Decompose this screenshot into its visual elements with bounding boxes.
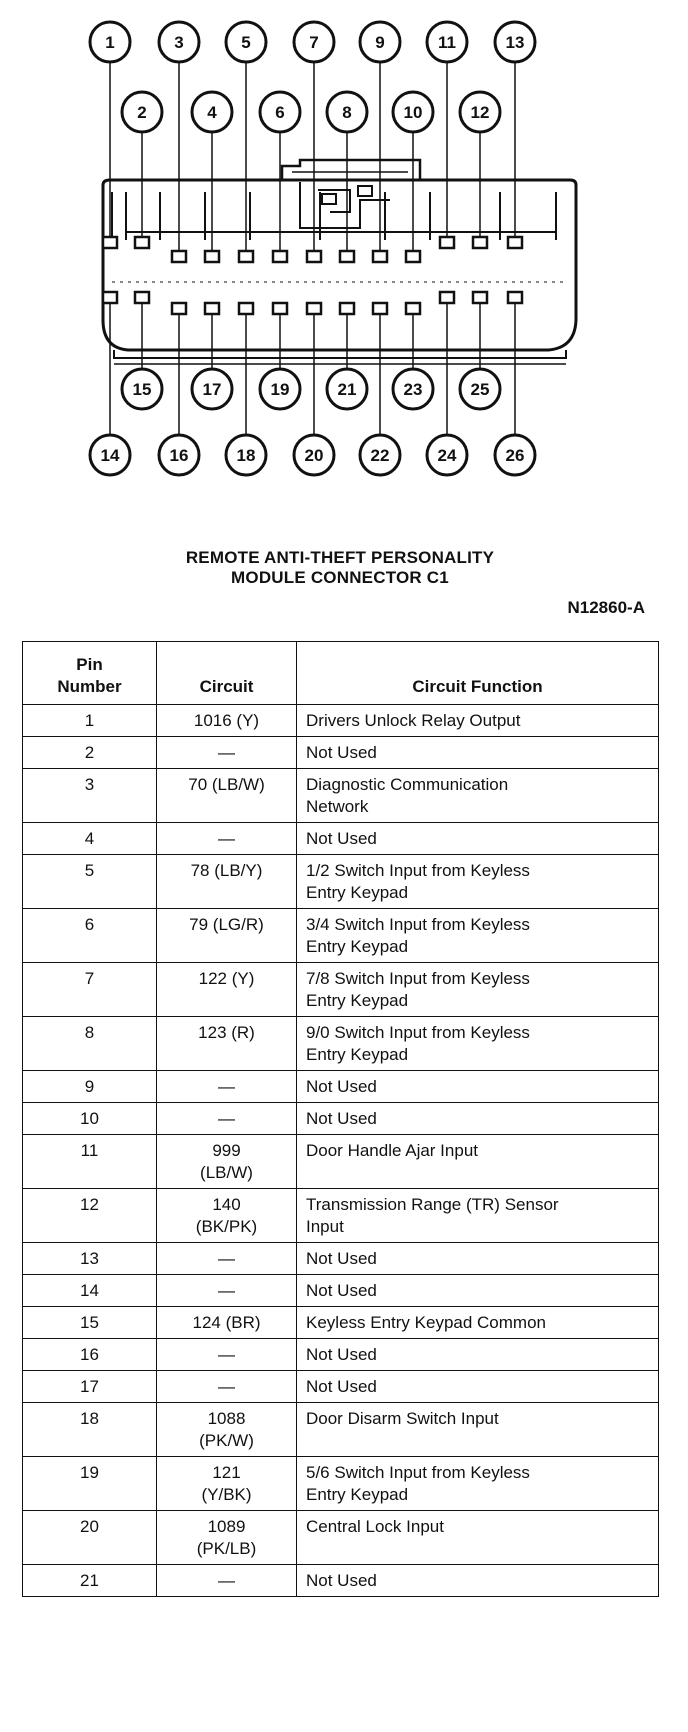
table-row xyxy=(23,705,659,737)
pin-number-cell: 18 xyxy=(23,1403,157,1457)
callout-number: 1 xyxy=(105,33,115,52)
terminal-slot-23 xyxy=(406,303,420,314)
pin-callout-1 xyxy=(90,22,130,62)
circuit-function-cell: Transmission Range (TR) Sensor Input xyxy=(297,1189,659,1243)
pin-callouts xyxy=(90,22,535,475)
pin-number-cell: 7 xyxy=(23,963,157,1017)
terminal-slot-21 xyxy=(340,303,354,314)
terminal-slot-22 xyxy=(373,303,387,314)
terminal-slot-12 xyxy=(473,237,487,248)
pin-callout-7 xyxy=(294,22,334,62)
terminal-slot-6 xyxy=(273,251,287,262)
circuit-cell: 70 (LB/W) xyxy=(157,769,297,823)
table-row xyxy=(23,1339,659,1371)
terminal-slot-25 xyxy=(473,292,487,303)
pin-callout-5 xyxy=(226,22,266,62)
pin-number-cell: 19 xyxy=(23,1457,157,1511)
circuit-function-cell: 3/4 Switch Input from Keyless Entry Keypad xyxy=(297,909,659,963)
callout-number: 16 xyxy=(169,446,189,465)
pin-number-cell: 21 xyxy=(23,1565,157,1597)
circuit-cell: — xyxy=(157,1339,297,1371)
pin-number-cell: 3 xyxy=(23,769,157,823)
callout-number: 15 xyxy=(132,380,152,399)
cavity-partitions xyxy=(112,182,566,282)
pin-number-cell: 4 xyxy=(23,823,157,855)
pin-callout-22 xyxy=(360,435,400,475)
circuit-cell: 121 (Y/BK) xyxy=(157,1457,297,1511)
circuit-function-cell: 7/8 Switch Input from Keyless Entry Keypad xyxy=(297,963,659,1017)
circuit-cell: 123 (R) xyxy=(157,1017,297,1071)
table-row xyxy=(23,737,659,769)
pin-callout-17 xyxy=(192,369,232,409)
table-row xyxy=(23,1189,659,1243)
callout-number: 24 xyxy=(437,446,457,465)
table-row xyxy=(23,1071,659,1103)
table-row xyxy=(23,1565,659,1597)
terminal-slot-1 xyxy=(103,237,117,248)
pin-callout-18 xyxy=(226,435,266,475)
pin-callout-12 xyxy=(460,92,500,132)
callout-number: 25 xyxy=(470,380,490,399)
terminal-slot-10 xyxy=(406,251,420,262)
pin-callout-16 xyxy=(159,435,199,475)
pin-callout-9 xyxy=(360,22,400,62)
pin-number-cell: 12 xyxy=(23,1189,157,1243)
circuit-function-cell: Keyless Entry Keypad Common xyxy=(297,1307,659,1339)
table-row xyxy=(23,1371,659,1403)
terminal-slot-14 xyxy=(103,292,117,303)
callout-number: 4 xyxy=(207,103,217,122)
terminal-slot-7 xyxy=(307,251,321,262)
pin-number-cell: 5 xyxy=(23,855,157,909)
pin-number-cell: 13 xyxy=(23,1243,157,1275)
table-row xyxy=(23,963,659,1017)
callout-number: 14 xyxy=(100,446,120,465)
table-row xyxy=(23,1243,659,1275)
pin-callout-26 xyxy=(495,435,535,475)
circuit-function-cell: Not Used xyxy=(297,823,659,855)
callout-number: 6 xyxy=(275,103,285,122)
pin-callout-2 xyxy=(122,92,162,132)
terminal-slot-15 xyxy=(135,292,149,303)
callout-number: 26 xyxy=(505,446,525,465)
terminal-slot-17 xyxy=(205,303,219,314)
circuit-cell: 1089 (PK/LB) xyxy=(157,1511,297,1565)
pin-callout-23 xyxy=(393,369,433,409)
callout-number: 21 xyxy=(337,380,357,399)
connector-shell xyxy=(103,180,576,350)
circuit-function-cell: 5/6 Switch Input from Keyless Entry Keypad xyxy=(297,1457,659,1511)
circuit-function-cell: Not Used xyxy=(297,1565,659,1597)
table-row xyxy=(23,1275,659,1307)
circuit-cell: 1016 (Y) xyxy=(157,705,297,737)
pin-callout-20 xyxy=(294,435,334,475)
circuit-cell: — xyxy=(157,1071,297,1103)
callout-number: 20 xyxy=(304,446,324,465)
header-circuit-function: Circuit Function xyxy=(297,642,659,705)
circuit-cell: — xyxy=(157,1565,297,1597)
callout-number: 11 xyxy=(438,33,456,52)
callout-number: 23 xyxy=(403,380,423,399)
terminal-slot-19 xyxy=(273,303,287,314)
callout-number: 10 xyxy=(403,103,423,122)
callout-number: 12 xyxy=(470,103,490,122)
table-row xyxy=(23,1017,659,1071)
pin-number-cell: 9 xyxy=(23,1071,157,1103)
terminal-slot-11 xyxy=(440,237,454,248)
circuit-cell: 999 (LB/W) xyxy=(157,1135,297,1189)
header-pin-number-text: Pin Number xyxy=(57,655,122,696)
circuit-function-cell: Door Handle Ajar Input xyxy=(297,1135,659,1189)
pin-number-cell: 14 xyxy=(23,1275,157,1307)
pin-number-cell: 15 xyxy=(23,1307,157,1339)
callout-number: 5 xyxy=(241,33,251,52)
header-circuit: Circuit xyxy=(157,642,297,705)
pin-callout-6 xyxy=(260,92,300,132)
circuit-function-cell: Diagnostic Communication Network xyxy=(297,769,659,823)
terminal-slot-9 xyxy=(373,251,387,262)
pin-callout-10 xyxy=(393,92,433,132)
pin-callout-13 xyxy=(495,22,535,62)
callout-number: 22 xyxy=(370,446,390,465)
table-row xyxy=(23,1457,659,1511)
pin-number-cell: 6 xyxy=(23,909,157,963)
terminal-cavities xyxy=(103,237,522,314)
circuit-cell: 78 (LB/Y) xyxy=(157,855,297,909)
pin-callout-11 xyxy=(427,22,467,62)
circuit-function-cell: Not Used xyxy=(297,737,659,769)
terminal-slot-20 xyxy=(307,303,321,314)
pin-callout-19 xyxy=(260,369,300,409)
pin-number-cell: 17 xyxy=(23,1371,157,1403)
pin-number-cell: 8 xyxy=(23,1017,157,1071)
circuit-function-cell: Not Used xyxy=(297,1071,659,1103)
circuit-function-cell: Door Disarm Switch Input xyxy=(297,1403,659,1457)
table-row xyxy=(23,909,659,963)
table-row xyxy=(23,1135,659,1189)
terminal-slot-18 xyxy=(239,303,253,314)
terminal-slot-5 xyxy=(239,251,253,262)
circuit-cell: — xyxy=(157,1243,297,1275)
pin-number-cell: 2 xyxy=(23,737,157,769)
circuit-cell: — xyxy=(157,1275,297,1307)
circuit-cell: 140 (BK/PK) xyxy=(157,1189,297,1243)
circuit-cell: 122 (Y) xyxy=(157,963,297,1017)
circuit-function-cell: Not Used xyxy=(297,1103,659,1135)
pin-number-cell: 20 xyxy=(23,1511,157,1565)
pin-callout-24 xyxy=(427,435,467,475)
connector-latch xyxy=(282,160,420,180)
circuit-function-cell: Central Lock Input xyxy=(297,1511,659,1565)
diagram-title-line-1: REMOTE ANTI-THEFT PERSONALITY xyxy=(185,548,495,567)
callout-number: 8 xyxy=(342,103,352,122)
circuit-function-cell: Not Used xyxy=(297,1339,659,1371)
circuit-function-cell: Not Used xyxy=(297,1371,659,1403)
pin-number-cell: 10 xyxy=(23,1103,157,1135)
pin-callout-21 xyxy=(327,369,367,409)
pin-callout-15 xyxy=(122,369,162,409)
circuit-cell: 1088 (PK/W) xyxy=(157,1403,297,1457)
pin-function-table xyxy=(22,641,659,1597)
table-row xyxy=(23,1307,659,1339)
callout-number: 18 xyxy=(236,446,256,465)
callout-number: 13 xyxy=(505,33,525,52)
figure-id: N12860-A xyxy=(567,598,645,617)
terminal-slot-2 xyxy=(135,237,149,248)
terminal-slot-8 xyxy=(340,251,354,262)
connector-diagram xyxy=(0,0,688,540)
table-header-row xyxy=(23,642,659,705)
callout-number: 9 xyxy=(375,33,385,52)
pin-callout-4 xyxy=(192,92,232,132)
circuit-cell: — xyxy=(157,1371,297,1403)
circuit-cell: — xyxy=(157,1103,297,1135)
header-pin-number xyxy=(23,642,157,705)
circuit-function-cell: 1/2 Switch Input from Keyless Entry Keypad xyxy=(297,855,659,909)
pin-callout-3 xyxy=(159,22,199,62)
callout-number: 3 xyxy=(174,33,184,52)
circuit-function-cell: Not Used xyxy=(297,1275,659,1307)
terminal-slot-16 xyxy=(172,303,186,314)
terminal-slot-13 xyxy=(508,237,522,248)
terminal-slot-24 xyxy=(440,292,454,303)
pin-number-cell: 1 xyxy=(23,705,157,737)
terminal-slot-4 xyxy=(205,251,219,262)
table-row xyxy=(23,855,659,909)
pin-callout-14 xyxy=(90,435,130,475)
circuit-cell: — xyxy=(157,737,297,769)
circuit-function-cell: 9/0 Switch Input from Keyless Entry Keypad xyxy=(297,1017,659,1071)
diagram-title-line-2: MODULE CONNECTOR C1 xyxy=(231,568,449,587)
circuit-function-cell: Drivers Unlock Relay Output xyxy=(297,705,659,737)
pin-callout-8 xyxy=(327,92,367,132)
callout-number: 2 xyxy=(137,103,147,122)
pin-number-cell: 11 xyxy=(23,1135,157,1189)
callout-number: 19 xyxy=(270,380,290,399)
table-row xyxy=(23,1103,659,1135)
table-row xyxy=(23,1511,659,1565)
table-row xyxy=(23,823,659,855)
circuit-cell: 79 (LG/R) xyxy=(157,909,297,963)
table-row xyxy=(23,1403,659,1457)
pin-callout-25 xyxy=(460,369,500,409)
circuit-function-cell: Not Used xyxy=(297,1243,659,1275)
terminal-slot-26 xyxy=(508,292,522,303)
pin-number-cell: 16 xyxy=(23,1339,157,1371)
callout-number: 17 xyxy=(202,380,222,399)
callout-number: 7 xyxy=(309,33,319,52)
circuit-cell: — xyxy=(157,823,297,855)
table-row xyxy=(23,769,659,823)
circuit-cell: 124 (BR) xyxy=(157,1307,297,1339)
terminal-slot-3 xyxy=(172,251,186,262)
